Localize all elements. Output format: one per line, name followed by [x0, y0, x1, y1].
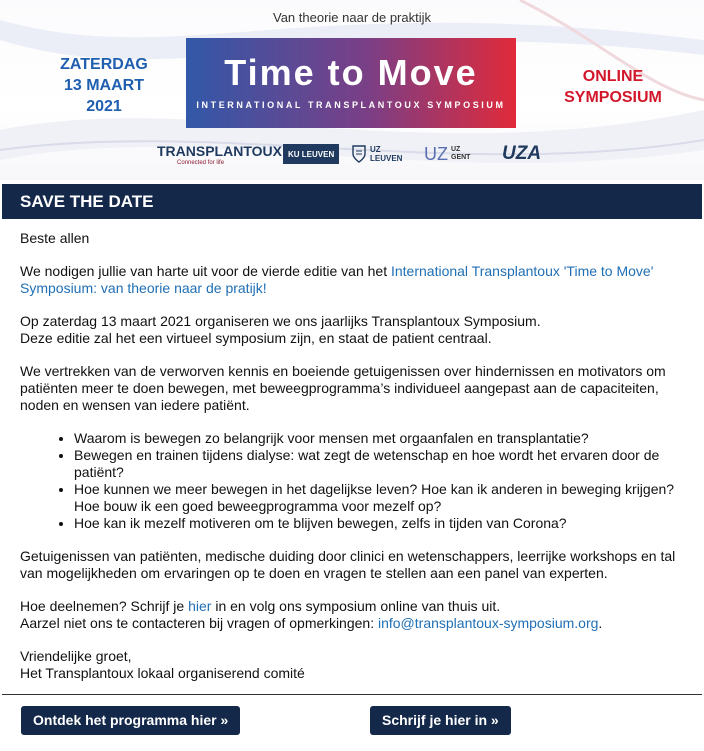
header-banner	[0, 0, 704, 180]
virtual-sentence: Deze editie zal het een virtueel symposium zijn, en staat de patient centraal.	[20, 330, 492, 346]
section-title: SAVE THE DATE	[20, 192, 154, 211]
uz-gent-line2: GENT	[451, 154, 471, 161]
closing	[20, 648, 690, 682]
participation-text: Hoe deelnemen? Schrijf je	[20, 598, 189, 614]
online-label: ONLINE	[582, 68, 644, 85]
ku-leuven-logo: KU LEUVEN	[283, 144, 339, 164]
uz-leuven-line2: LEUVEN	[370, 154, 403, 163]
save-the-date-bar	[2, 184, 702, 219]
list-item: • Hoe kunnen we meer bewegen in het dagelijkse leven? Hoe kan ik anderen in beweging krijgen? Hoe bouw ik een goed beweegprogramma voor mezelf op?	[74, 481, 690, 515]
symposium-label: SYMPOSIUM	[564, 89, 662, 106]
intro-paragraph	[20, 263, 690, 297]
banner-tagline: Van theorie naar de praktijk	[272, 10, 432, 25]
date-day: ZATERDAG	[60, 56, 148, 73]
approach-paragraph: We vertrekken van de verworven kennis en boeiende getuigenissen over hindernissen en motivators om patiënten meer te doen bewegen, met beweegprogramma’s individueel aangepast aan de capaciteiten, noden en wensen van iedere patiënt.	[20, 363, 666, 413]
uza-logo: UZA	[502, 143, 542, 164]
list-item: • Bewegen en trainen tijdens dialyse: wat zegt de wetenschap en hoe wordt het ervaren door de patiënt?	[74, 447, 690, 481]
date-year: 2021	[86, 98, 122, 115]
symposium-link[interactable]: International Transplantoux 'Time to Move' Symposium: van theorie naar de pratijk!	[20, 263, 654, 296]
closing-greeting: Vriendelijke groet,	[20, 648, 132, 664]
hero-subtitle: INTERNATIONAL TRANSPLANTOUX SYMPOSIUM	[196, 100, 506, 110]
transplantoux-tagline: Connected for life	[177, 159, 225, 166]
program-paragraph: Getuigenissen van patiënten, medische duiding door clinici en wetenschappers, leerrijke workshops en tal van mogelijkheden om ervaringen op te doen en vragen te stellen aan een panel van experten.	[20, 548, 676, 581]
uz-leuven-line1: UZ	[370, 145, 381, 154]
contact-text: Aarzel niet ons te contacteren bij vragen of opmerkingen:	[20, 615, 378, 631]
hero-title: Time to Move	[224, 52, 478, 93]
topic-list	[20, 430, 690, 532]
email-body	[20, 230, 690, 698]
closing-signature: Het Transplantoux lokaal organiserend comité	[20, 665, 305, 681]
register-link[interactable]: hier	[188, 598, 212, 614]
partner-logos	[0, 140, 704, 170]
participation-text-end: in en volg ons symposium online van thuis uit.	[211, 598, 501, 614]
event-date	[44, 54, 164, 117]
list-item: • Hoe kan ik mezelf motiveren om te blijven bewegen, zelfs in tijden van Corona?	[74, 515, 690, 532]
contact-period: .	[598, 615, 603, 631]
uz-gent-mark: UZ	[424, 144, 448, 164]
date-sentence: Op zaterdag 13 maart 2021 organiseren we ons jaarlijks Transplantoux Symposium.	[20, 313, 541, 329]
date-paragraph	[20, 313, 690, 347]
transplantoux-wordmark: TRANSPLANTOUX	[157, 142, 282, 159]
uz-leuven-logo	[352, 140, 402, 168]
participation-paragraph	[20, 598, 690, 632]
email-link[interactable]: info@transplantoux-symposium.org	[377, 615, 599, 631]
uz-gent-text	[451, 146, 470, 162]
uz-gent-line1: UZ	[451, 146, 461, 153]
divider	[2, 694, 702, 695]
online-symposium-label	[548, 66, 678, 108]
intro-text: We nodigen jullie van harte uit voor de vierde editie van het	[20, 263, 391, 279]
shield-icon	[352, 145, 366, 163]
date-day-month: 13 MAART	[63, 77, 144, 94]
greeting: Beste allen	[20, 230, 90, 246]
uz-gent-logo	[424, 140, 470, 168]
list-item: • Waarom is bewegen zo belangrijk voor mensen met orgaanfalen en transplantatie?	[74, 430, 690, 447]
hero-title-box	[186, 38, 516, 128]
transplantoux-logo	[157, 140, 282, 168]
program-button[interactable]: Ontdek het programma hier »	[21, 706, 240, 735]
register-button[interactable]: Schrijf je hier in »	[370, 706, 511, 735]
